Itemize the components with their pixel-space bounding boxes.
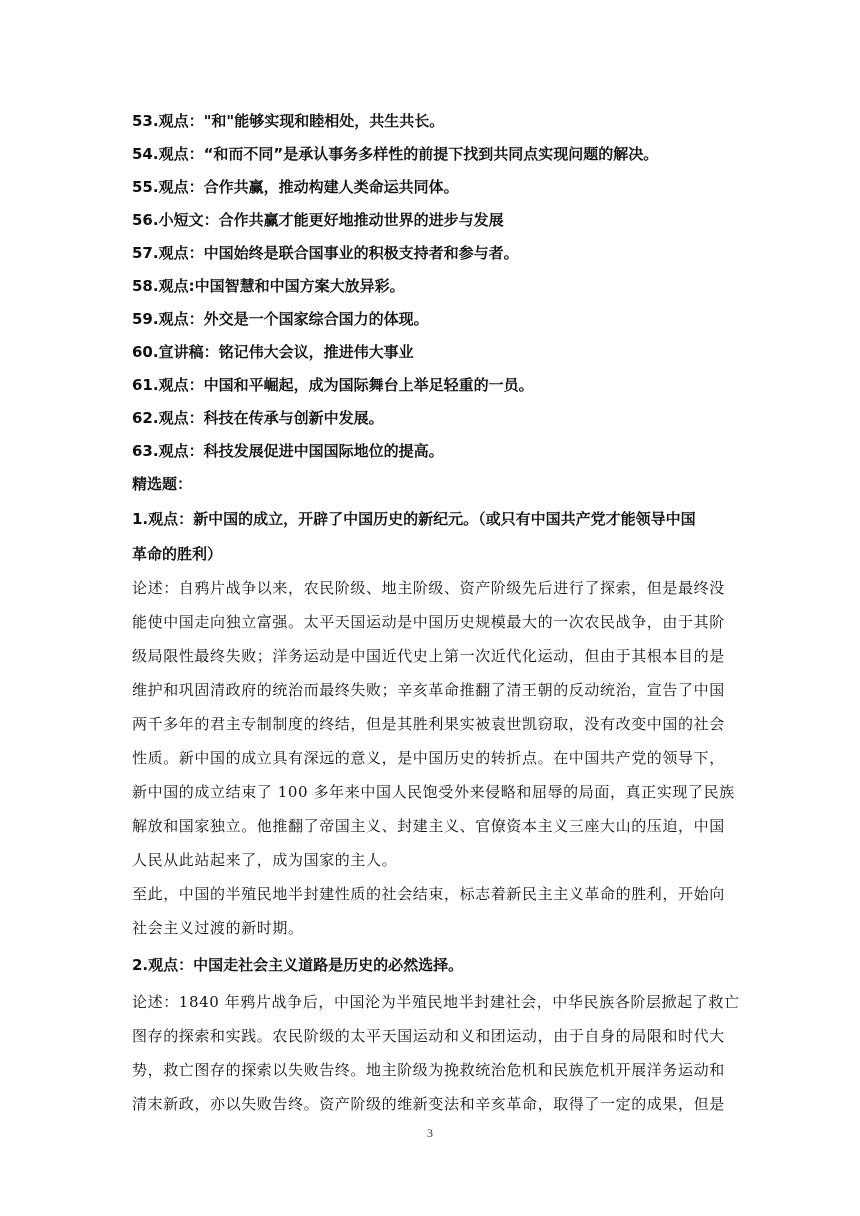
q1-body-line: 两千多年的君主专制制度的终结，但是其胜利果实被袁世凯窃取，没有改变中国的社会 — [132, 715, 725, 733]
viewpoint-54: 54.观点：“和而不同”是承认事务多样性的前提下找到共同点实现问题的解决。 — [132, 145, 659, 163]
q1-body-line: 性质。新中国的成立具有深远的意义，是中国历史的转折点。在中国共产党的领导下， — [132, 749, 725, 767]
q1-title-line-2: 革命的胜利） — [132, 545, 223, 563]
q1-body-line: 维护和巩固清政府的统治而最终失败；辛亥革命推翻了清王朝的反动统治，宣告了中国 — [132, 681, 725, 699]
q1-title-line-1: 1.观点：新中国的成立，开辟了中国历史的新纪元。（或只有中国共产党才能领导中国 — [132, 510, 696, 528]
q1-body-line: 人民从此站起来了，成为国家的主人。 — [132, 851, 398, 869]
q1-body-line: 解放和国家独立。他推翻了帝国主义、封建主义、官僚资本主义三座大山的压迫，中国 — [132, 817, 725, 835]
viewpoint-62: 62.观点：科技在传承与创新中发展。 — [132, 409, 384, 427]
q2-body-line: 论述：1840 年鸦片战争后，中国沦为半殖民地半封建社会，中华民族各阶层掀起了救亡 — [132, 993, 740, 1011]
viewpoint-55: 55.观点：合作共赢，推动构建人类命运共同体。 — [132, 178, 459, 196]
q1-body-line: 至此，中国的半殖民地半封建性质的社会结束，标志着新民主主义革命的胜利，开始向 — [132, 885, 725, 903]
q2-body-line: 图存的探索和实践。农民阶级的太平天国运动和义和团运动，由于自身的局限和时代大 — [132, 1027, 725, 1045]
viewpoint-57: 57.观点：中国始终是联合国事业的积极支持者和参与者。 — [132, 244, 519, 262]
viewpoint-53: 53.观点："和"能够实现和睦相处，共生共长。 — [132, 112, 445, 130]
viewpoint-56: 56.小短文：合作共赢才能更好地推动世界的进步与发展 — [132, 211, 504, 229]
q2-body-line: 势，救亡图存的探索以失败告终。地主阶级为挽救统治危机和民族危机开展洋务运动和 — [132, 1061, 725, 1079]
viewpoint-59: 59.观点：外交是一个国家综合国力的体现。 — [132, 310, 429, 328]
q1-body-line: 能使中国走向独立富强。太平天国运动是中国历史规模最大的一次农民战争，由于其阶 — [132, 613, 725, 631]
q2-title: 2.观点：中国走社会主义道路是历史的必然选择。 — [132, 956, 464, 974]
viewpoint-60: 60.宣讲稿：铭记伟大会议，推进伟大事业 — [132, 343, 414, 361]
q2-body-line: 清末新政，亦以失败告终。资产阶级的维新变法和辛亥革命，取得了一定的成果，但是 — [132, 1095, 725, 1113]
viewpoint-58: 58.观点:中国智慧和中国方案大放异彩。 — [132, 277, 405, 295]
viewpoint-63: 63.观点：科技发展促进中国国际地位的提高。 — [132, 442, 444, 460]
q1-body-line: 社会主义过渡的新时期。 — [132, 919, 304, 937]
q1-body-line: 新中国的成立结束了 100 多年来中国人民饱受外来侵略和屈辱的局面，真正实现了民族 — [132, 783, 735, 801]
q1-body-line: 级局限性最终失败；洋务运动是中国近代史上第一次近代化运动，但由于其根本目的是 — [132, 647, 725, 665]
page-number: 3 — [427, 1126, 433, 1140]
selected-questions-heading: 精选题： — [132, 475, 193, 493]
q1-body-line: 论述：自鸦片战争以来，农民阶级、地主阶级、资产阶级先后进行了探索，但是最终没 — [132, 579, 725, 597]
viewpoint-61: 61.观点：中国和平崛起，成为国际舞台上举足轻重的一员。 — [132, 376, 534, 394]
